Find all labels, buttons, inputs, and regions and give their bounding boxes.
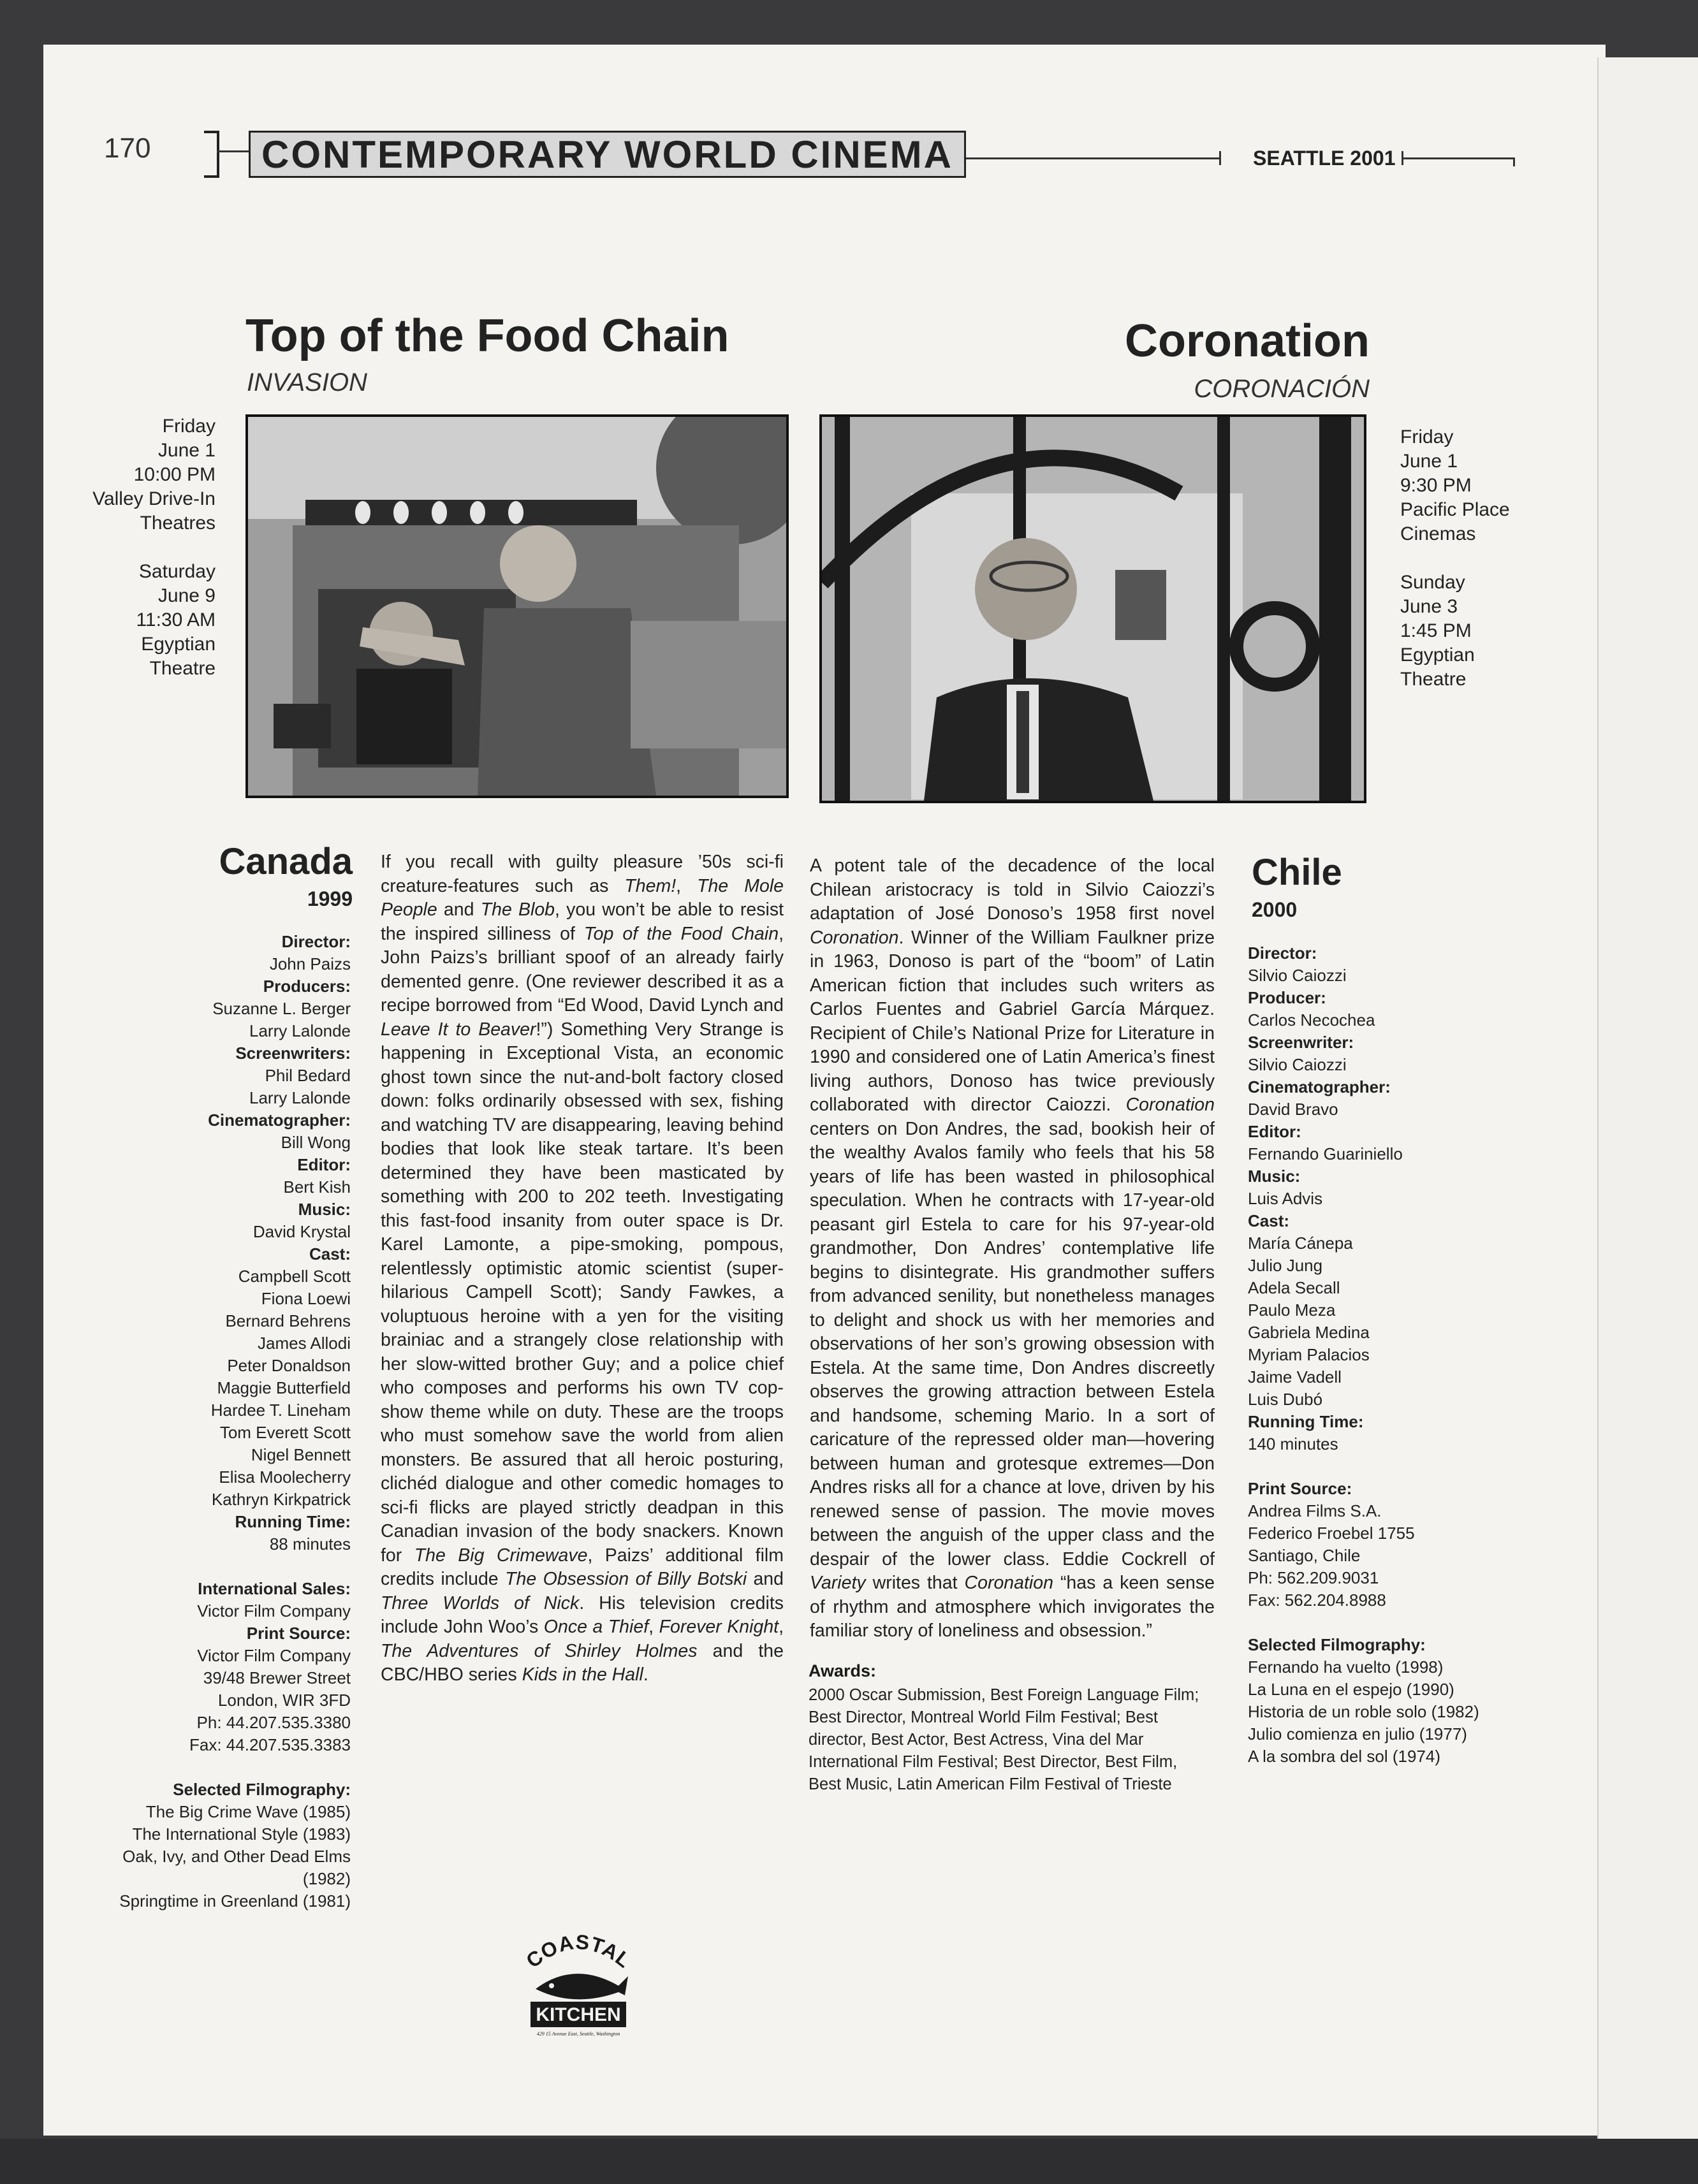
credit-value: Springtime in Greenland (1981)	[119, 1891, 351, 1911]
header-tick	[1219, 151, 1221, 165]
credit-label: Director:	[281, 932, 351, 951]
credit-value: Luis Dubó	[1248, 1390, 1323, 1409]
schedule-line: Theatres	[140, 513, 216, 534]
film-still-illustration	[248, 417, 786, 796]
credit-label: Director:	[1248, 943, 1317, 963]
credit-value: Historia de un roble solo (1982)	[1248, 1702, 1479, 1721]
credit-value: Fernando Guariniello	[1248, 1144, 1403, 1163]
synopsis-italic-title: Coronation	[964, 1573, 1053, 1593]
schedule-line: Saturday	[138, 561, 216, 582]
credit-value: Julio comienza en julio (1977)	[1248, 1724, 1467, 1744]
country: Chile	[1252, 852, 1342, 893]
film-synopsis	[381, 850, 784, 1687]
synopsis-text: writes that	[865, 1573, 965, 1593]
credits-list	[1248, 942, 1528, 1768]
credit-value: Myriam Palacios	[1248, 1345, 1370, 1364]
credits-spacer	[102, 1756, 351, 1779]
synopsis-text: . Winner of the William Faulkner prize in 1963, Donoso is part of the “boom” of Latin American fiction that includes such writers as Carlos Fuentes and Gabriel García Márquez. Recipient of Chile’s National Prize for Literature in 1990 and considered one of Latin America’s finest living authors, Donoso has twice previously collaborated with director Caiozzi.	[810, 927, 1215, 1115]
synopsis-italic-title: Top of the Food Chain	[583, 923, 779, 944]
schedule-line: Egyptian	[141, 634, 216, 655]
credit-label: International Sales:	[198, 1579, 351, 1598]
synopsis-italic-title: Leave It to Beaver	[381, 1019, 536, 1040]
schedule-line: Sunday	[1400, 572, 1465, 593]
film-still-photo	[245, 414, 789, 798]
credit-value: Fax: 44.207.535.3383	[189, 1735, 351, 1754]
credit-value: Jaime Vadell	[1248, 1367, 1342, 1387]
credit-value: Luis Advis	[1248, 1189, 1323, 1208]
schedule-line: June 1	[157, 440, 216, 461]
synopsis-italic-title: Kids in the Hall	[522, 1664, 643, 1685]
header-bracket	[204, 131, 219, 178]
country: Canada	[219, 841, 353, 882]
film-still-photo	[819, 414, 1366, 803]
credit-value: Fax: 562.204.8988	[1248, 1591, 1386, 1610]
credit-label: Selected Filmography:	[1248, 1635, 1426, 1654]
credit-value: Carlos Necochea	[1248, 1010, 1375, 1030]
credits-list	[102, 931, 351, 1912]
credit-label: Running Time:	[1248, 1412, 1364, 1431]
credit-value: Fiona Loewi	[261, 1289, 351, 1308]
credit-label: Producer:	[1248, 988, 1326, 1007]
synopsis-text: . His television credits include John Woo’s	[381, 1592, 784, 1637]
credit-value: Ph: 562.209.9031	[1248, 1568, 1379, 1587]
credit-label: Cast:	[1248, 1211, 1290, 1230]
schedule-line: June 3	[1400, 596, 1458, 617]
synopsis-italic-title: The Obsession of Billy Botski	[505, 1569, 747, 1589]
credits-spacer	[1248, 1612, 1528, 1634]
credit-value: Campbell Scott	[238, 1267, 351, 1286]
schedule-line: June 9	[157, 585, 216, 606]
film-original-title: INVASION	[247, 368, 367, 397]
synopsis-text: , you won’t be able to resist the inspired silliness of	[381, 899, 784, 944]
credit-value: James Allodi	[258, 1334, 351, 1353]
credit-value: Paulo Meza	[1248, 1300, 1336, 1320]
credit-value: Silvio Caiozzi	[1248, 1055, 1347, 1074]
svg-text:KITCHEN: KITCHEN	[536, 2004, 621, 2025]
synopsis-text: ,	[779, 1617, 784, 1637]
credit-value: Federico Froebel 1755	[1248, 1524, 1415, 1543]
credit-value: David Krystal	[253, 1222, 351, 1241]
screening-schedule	[1400, 425, 1553, 692]
credit-label: Print Source:	[1248, 1479, 1352, 1498]
synopsis-italic-title: The Adventures of Shirley Holmes	[381, 1640, 698, 1661]
schedule-line: Egyptian	[1400, 644, 1475, 666]
header-rule-right	[1402, 157, 1515, 159]
credit-value: London, WIR 3FD	[217, 1691, 351, 1710]
schedule-spacer	[1400, 546, 1553, 571]
credit-value: Victor Film Company	[197, 1646, 351, 1665]
schedule-line: Cinemas	[1400, 523, 1476, 544]
coastal-kitchen-logo	[523, 1932, 634, 2040]
schedule-line: Valley Drive-In	[92, 488, 216, 509]
credit-value: 88 minutes	[269, 1534, 351, 1554]
credit-value: Nigel Bennett	[251, 1445, 351, 1464]
credit-value: John Paizs	[269, 954, 351, 973]
synopsis-text: !”) Something Very Strange is happening in Exceptional Vista, an economic ghost town since the nut-and-bolt factory closed down: folks ordinarily obsessed with sex, fishing and watching TV are disappearing, leaving behind bodies that look like steak tartare. It’s been determined they have been masticated by something with 200 to 202 teeth. Investigating this fast-food insanity from outer space is Dr. Karel Lamonte, a pipe-smoking, pompous, relentlessly optimistic atomic scientist (super-hilarious Campell Scott); Sandy Fawkes, a voluptuous heroine with a yen for the visiting brainiac and a strangely close relationship with her slow-witted brother Guy; and a police chief who composes and performs his own TV cop-show theme while on duty. These are the troops who must somehow save the world from alien monsters. Be assured that all heroic posturing, clichéd dialogue and other comedic homages to sci-fi flicks are played strictly deadpan in this Canadian invasion of the body snackers. Known for	[381, 1019, 784, 1566]
credit-value: Victor Film Company	[197, 1601, 351, 1620]
credit-value: Adela Secall	[1248, 1278, 1340, 1297]
schedule-line: 1:45 PM	[1400, 620, 1472, 641]
year: 2000	[1252, 898, 1298, 921]
synopsis-text: .	[643, 1664, 648, 1685]
facing-page-edge	[1597, 57, 1698, 2155]
film-still-illustration	[822, 417, 1364, 801]
credit-label: Screenwriter:	[1248, 1033, 1354, 1052]
credit-value: 140 minutes	[1248, 1434, 1338, 1453]
schedule-line: 9:30 PM	[1400, 475, 1472, 496]
credit-value: Suzanne L. Berger	[212, 999, 351, 1018]
schedule-line: 11:30 AM	[136, 609, 216, 630]
festival-label: SEATTLE 2001	[1253, 147, 1396, 170]
credit-label: Running Time:	[235, 1512, 351, 1531]
credit-value: Bill Wong	[281, 1133, 351, 1152]
schedule-line: Theatre	[149, 658, 216, 679]
credit-label: Cast:	[309, 1244, 351, 1263]
credit-value: Bernard Behrens	[225, 1311, 351, 1330]
credit-label: Music:	[298, 1200, 351, 1219]
credit-label: Music:	[1248, 1167, 1301, 1186]
schedule-line: Theatre	[1400, 669, 1467, 690]
synopsis-italic-title: Them!	[624, 875, 677, 896]
film-original-title: CORONACIÓN	[1194, 375, 1370, 403]
schedule-line: 10:00 PM	[133, 464, 216, 485]
credit-value: Ph: 44.207.535.3380	[196, 1713, 351, 1732]
synopsis-italic-title: The Big Crimewave	[414, 1545, 588, 1566]
credits-spacer	[1248, 1455, 1528, 1478]
header-tick	[1513, 157, 1515, 166]
schedule-line: Friday	[1400, 426, 1454, 448]
synopsis-text: “has a keen sense of rhythm and atmosphere which invigorates the familiar story of loneliness and obsession.”	[810, 1573, 1215, 1641]
page-number: 170	[104, 133, 151, 164]
synopsis-text: and	[747, 1569, 784, 1589]
header-rule-mid	[966, 157, 1221, 159]
credit-value: Elisa Moolecherry	[219, 1467, 351, 1487]
synopsis-text: A potent tale of the decadence of the local Chilean aristocracy is told in Silvio Caiozzi’s adaptation of José Donoso’s 1958 first novel	[810, 855, 1215, 924]
credit-value: Silvio Caiozzi	[1248, 966, 1347, 985]
credit-value: La Luna en el espejo (1990)	[1248, 1680, 1454, 1699]
synopsis-italic-title: Forever Knight	[659, 1617, 779, 1637]
credit-label: Screenwriters:	[235, 1044, 351, 1063]
credit-value: Oak, Ivy, and Other Dead Elms	[122, 1847, 351, 1866]
credit-label: Cinematographer:	[1248, 1077, 1391, 1096]
synopsis-italic-title: The Blob	[480, 899, 555, 920]
synopsis-text: , Paizs’ additional film credits include	[381, 1545, 784, 1589]
credit-value: Bert Kish	[283, 1177, 351, 1197]
synopsis-italic-title: The Mole People	[381, 875, 784, 920]
credit-value: The Big Crime Wave (1985)	[145, 1802, 351, 1821]
credit-value: David Bravo	[1248, 1100, 1338, 1119]
credit-value: Maggie Butterfield	[217, 1378, 351, 1397]
synopsis-italic-title: Three Worlds of Nick	[381, 1592, 580, 1613]
credit-label: Producers:	[263, 977, 351, 996]
credit-value: Larry Lalonde	[249, 1088, 351, 1107]
screening-schedule	[89, 414, 216, 681]
credit-value: Fernando ha vuelto (1998)	[1248, 1657, 1444, 1677]
credit-value: (1982)	[302, 1869, 351, 1888]
credit-label: Editor:	[1248, 1122, 1301, 1141]
synopsis-text: ,	[676, 875, 698, 896]
credit-value: Peter Donaldson	[227, 1356, 351, 1375]
awards-label: Awards:	[809, 1661, 877, 1680]
svg-text:429 15 Avenue East, Seattle, W: 429 15 Avenue East, Seattle, Washington	[536, 2031, 620, 2037]
schedule-spacer	[89, 535, 216, 560]
credit-value: Larry Lalonde	[249, 1021, 351, 1040]
film-synopsis	[810, 854, 1215, 1643]
film-title: Coronation	[1125, 316, 1370, 367]
credit-value: A la sombra del sol (1974)	[1248, 1747, 1441, 1766]
credit-label: Print Source:	[246, 1624, 351, 1643]
synopsis-text: centers on Don Andres, the sad, bookish heir of the wealthy Avalos family who feels that his 58 years of life has been wasted in philosophical speculation. When he contracts with 17-year-old peasant girl Estela to care for his 97-year-old grandmother, Don Andres’ contemplative life begins to disintegrate. His grandmother suffers from advanced senility, but nonetheless manages to delight and shock us with her memories and observations of her son’s growing obsession with Estela. At the same time, Don Andres discreetly observes the growing attraction between Estela and handsome, scheming Mario. In a sort of caricature of the repressed older man—hovering between human and grotesque extremes—Don Andres risks all for a chance at love, driven by his renewed sense of passion. The movie moves between the anguish of the upper class and the despair of the lower class. Eddie Cockrell of	[810, 1118, 1215, 1569]
credits-spacer	[102, 1555, 351, 1578]
synopsis-text: , John Paizs’s brilliant spoof of an already fairly demented genre. (One reviewer described it as a recipe borrowed from “Ed Wood, David Lynch and	[381, 923, 784, 1016]
schedule-line: June 1	[1400, 451, 1458, 472]
film-title: Top of the Food Chain	[245, 310, 729, 361]
synopsis-text: and	[437, 899, 481, 920]
credit-value: Tom Everett Scott	[219, 1423, 351, 1442]
synopsis-italic-title: Coronation	[1125, 1095, 1215, 1115]
credit-value: Julio Jung	[1248, 1256, 1323, 1275]
synopsis-italic-title: Once a Thief	[543, 1617, 649, 1637]
synopsis-italic-title: Variety	[810, 1573, 866, 1593]
credit-value: Andrea Films S.A.	[1248, 1501, 1382, 1520]
schedule-line: Friday	[162, 416, 216, 437]
credit-label: Editor:	[297, 1155, 351, 1174]
credit-value: 39/48 Brewer Street	[203, 1668, 351, 1687]
scan-border	[0, 2139, 1698, 2184]
fish-logo-icon	[523, 1932, 634, 2040]
synopsis-italic-title: Coronation	[810, 927, 899, 948]
credit-value: Phil Bedard	[265, 1066, 351, 1085]
credit-value: Gabriela Medina	[1248, 1323, 1370, 1342]
synopsis-text: ,	[648, 1617, 659, 1637]
synopsis-text: and the CBC/HBO series	[381, 1640, 784, 1685]
header-rule-left	[217, 150, 250, 152]
credit-value: Kathryn Kirkpatrick	[211, 1490, 351, 1509]
credit-value: Hardee T. Lineham	[210, 1401, 351, 1420]
credit-value: Santiago, Chile	[1248, 1546, 1361, 1565]
credit-value: María Cánepa	[1248, 1234, 1353, 1253]
svg-text:COASTAL: COASTAL	[523, 1932, 634, 1973]
section-title: CONTEMPORARY WORLD CINEMA	[261, 133, 953, 176]
section-header-box	[249, 131, 966, 178]
credit-label: Selected Filmography:	[173, 1780, 351, 1799]
schedule-line: Pacific Place	[1400, 499, 1510, 520]
synopsis-text: If you recall with guilty pleasure ’50s sci-fi creature-features such as	[381, 852, 784, 896]
awards-text: 2000 Oscar Submission, Best Foreign Language Film; Best Director, Montreal World Film Festival; Best director, Best Actor, Best Actress, Vina del Mar International Film Festival; Best Director, Best Film, Best Music, Latin American Film Festival of Trieste	[809, 1686, 1199, 1793]
credit-value: The International Style (1983)	[132, 1824, 351, 1844]
credit-label: Cinematographer:	[208, 1110, 351, 1130]
year: 1999	[307, 887, 353, 910]
